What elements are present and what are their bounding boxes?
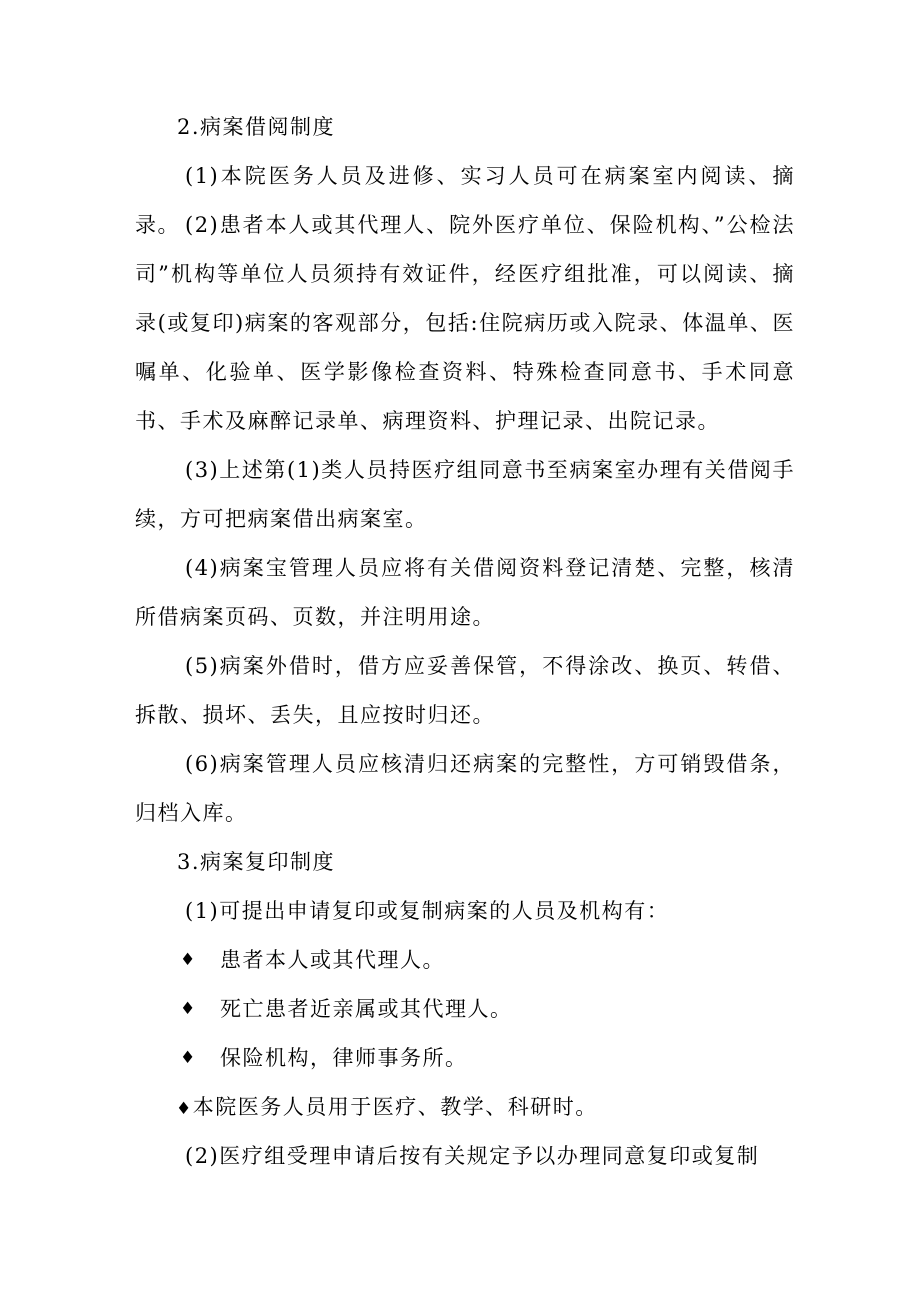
diamond-bullet-icon: ♦ [176,1099,193,1119]
bullet-item [180,1034,780,1083]
bullet-text: 保险机构，律师事务所。 [220,1046,468,1070]
section-2-item-3: (3)上述第(1)类人员持医疗组同意书至病案室办理有关借阅手续，方可把病案借出病案室。 [135,458,795,531]
bullet-item-inline [176,1083,776,1134]
section-3-heading: 3.病案复印制度 [177,850,336,874]
section-2-heading: 2.病案借阅制度 [177,115,336,139]
bullet-item [180,936,780,985]
diamond-bullet-icon: ♦ [180,1048,197,1068]
diamond-bullet-icon: ♦ [180,950,197,970]
section-2-item-6: (6)病案管理人员应核清归还病案的完整性，方可销毁借条，归档入库。 [135,752,795,825]
section-2-item-2: (2)患者本人或其代理人、院外医疗单位、保险机构、”公检法司”机构等单位人员须持有效证件，经医疗组批准，可以阅读、摘录(或复印)病案的客观部分，包括:住院病历或入院录、体温单、医嘱单、化验单、医学影像检查资料、特殊检查同意书、手术同意书、手术及麻醉记录单、病理资料、护理记录、出院记录。 [135,213,795,433]
section-2-item-1: (1)本院医务人员及进修、实习人员可在病案室内阅读、摘录。 [135,164,795,237]
diamond-bullet-icon: ♦ [180,999,197,1019]
section-2-item-4: (4)病案宝管理人员应将有关借阅资料登记清楚、完整，核清所借病案页码、页数，并注明用途。 [135,556,795,629]
bullet-text: 本院医务人员用于医疗、教学、科研时。 [192,1095,598,1119]
section-2-item-5: (5)病案外借时，借方应妥善保管，不得涂改、换页、转借、拆散、损坏、丢失，且应按时归还。 [135,654,795,727]
bullet-item [180,985,780,1034]
section-3-intro: (1)可提出申请复印或复制病案的人员及机构有： [185,899,670,923]
section-3-item-2: (2)医疗组受理申请后按有关规定予以办理同意复印或复制 [185,1144,760,1168]
bullet-text: 患者本人或其代理人。 [220,948,445,972]
bullet-text: 死亡患者近亲属或其代理人。 [220,997,513,1021]
